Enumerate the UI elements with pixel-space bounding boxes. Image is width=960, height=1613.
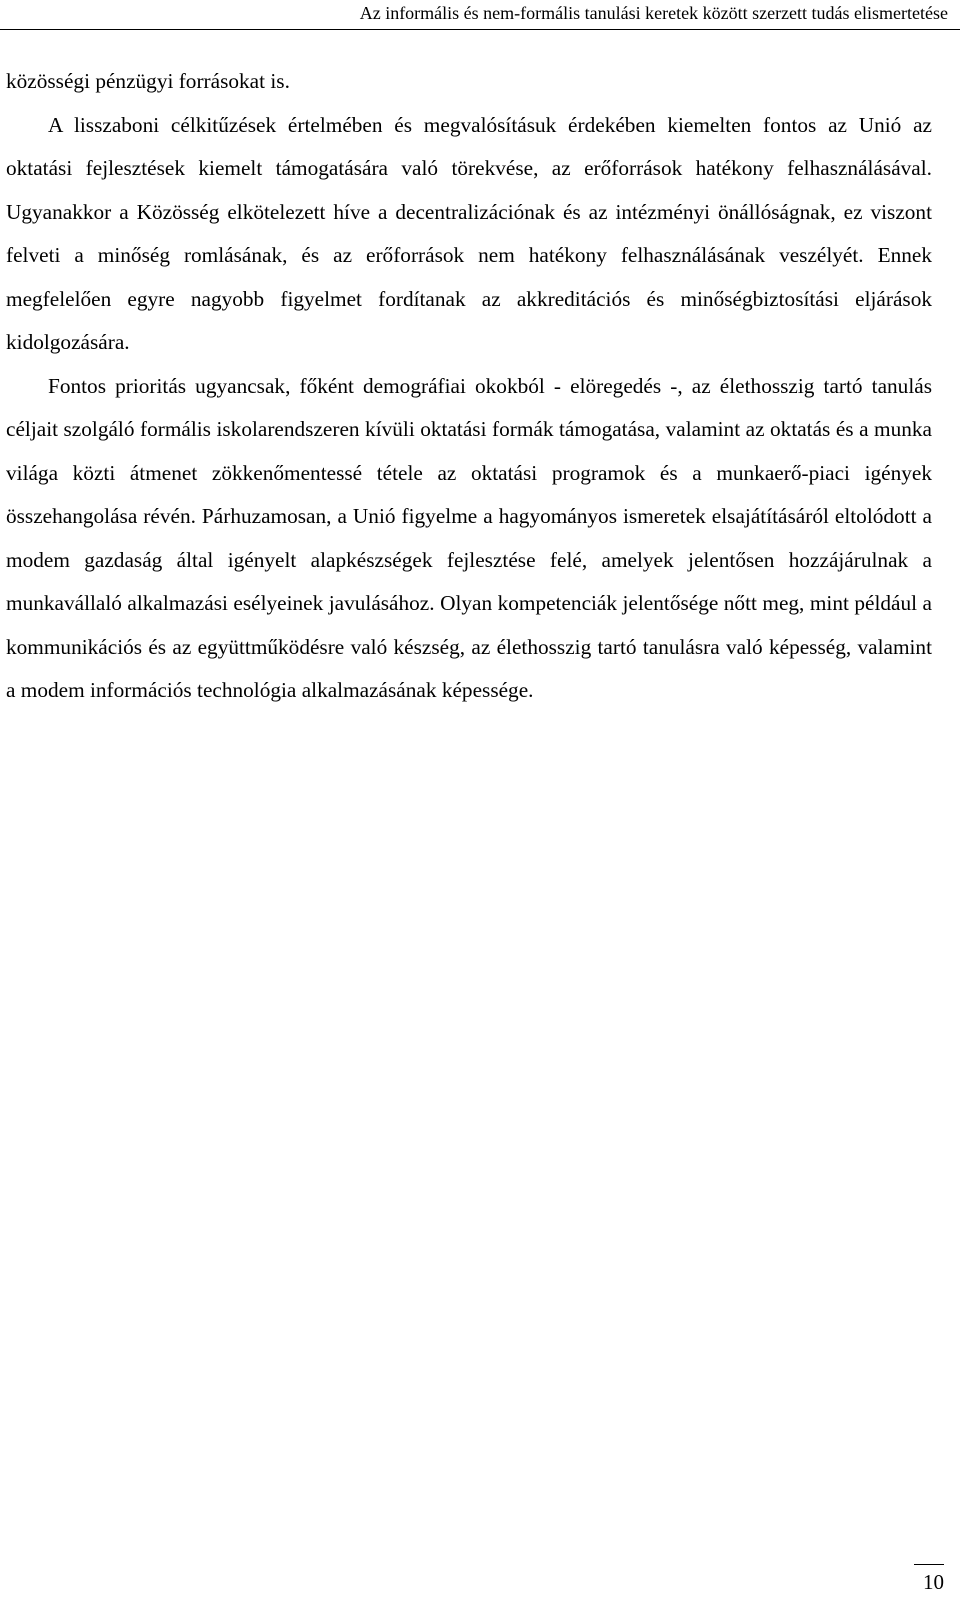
page-footer <box>914 1564 944 1595</box>
body-text <box>6 60 932 713</box>
page-number: 10 <box>923 1570 944 1594</box>
running-header <box>0 0 960 30</box>
paragraph-continuation: közösségi pénzügyi forrásokat is. <box>6 69 290 93</box>
paragraph-priorities: Fontos prioritás ugyancsak, főként demográfiai okokból - elöregedés -, az élethosszig tartó tanulás céljait szolgáló formális iskolarendszeren kívüli oktatási formák támogatása, valamint az oktatás és a munka világa közti átmenet zökkenőmentessé tétele az oktatási programok és a munkaerő-piaci igények összehangolása révén. Párhuzamosan, a Unió figyelme a hagyományos ismeretek elsajátításáról eltolódott a modem gazdaság által igényelt alapkészségek fejlesztése felé, amelyek jelentősen hozzájárulnak a munkavállaló alkalmazási esélyeinek javulásához. Olyan kompetenciák jelentősége nőtt meg, mint például a kommunikációs és az együttműködésre való készség, az élethosszig tartó tanulásra való képesség, valamint a modem információs technológia alkalmazásának képessége. <box>6 373 932 702</box>
running-header-title: Az informális és nem-formális tanulási keretek között szerzett tudás elismertetése <box>359 3 948 23</box>
paragraph-lisbon-goals: A lisszaboni célkitűzések értelmében és megvalósításuk érdekében kiemelten fontos az Unió az oktatási fejlesztések kiemelt támogatására való törekvése, az erőforrások hatékony felhasználásával. Ugyanakkor a Közösség elkötelezett híve a decentralizációnak és az intézményi önállóságnak, ez viszont felveti a minőség romlásának, és az erőforrások nem hatékony felhasználásának veszélyét. Ennek megfelelően egyre nagyobb figyelmet fordítanak az akkreditációs és minőségbiztosítási eljárások kidolgozására. <box>6 112 932 354</box>
